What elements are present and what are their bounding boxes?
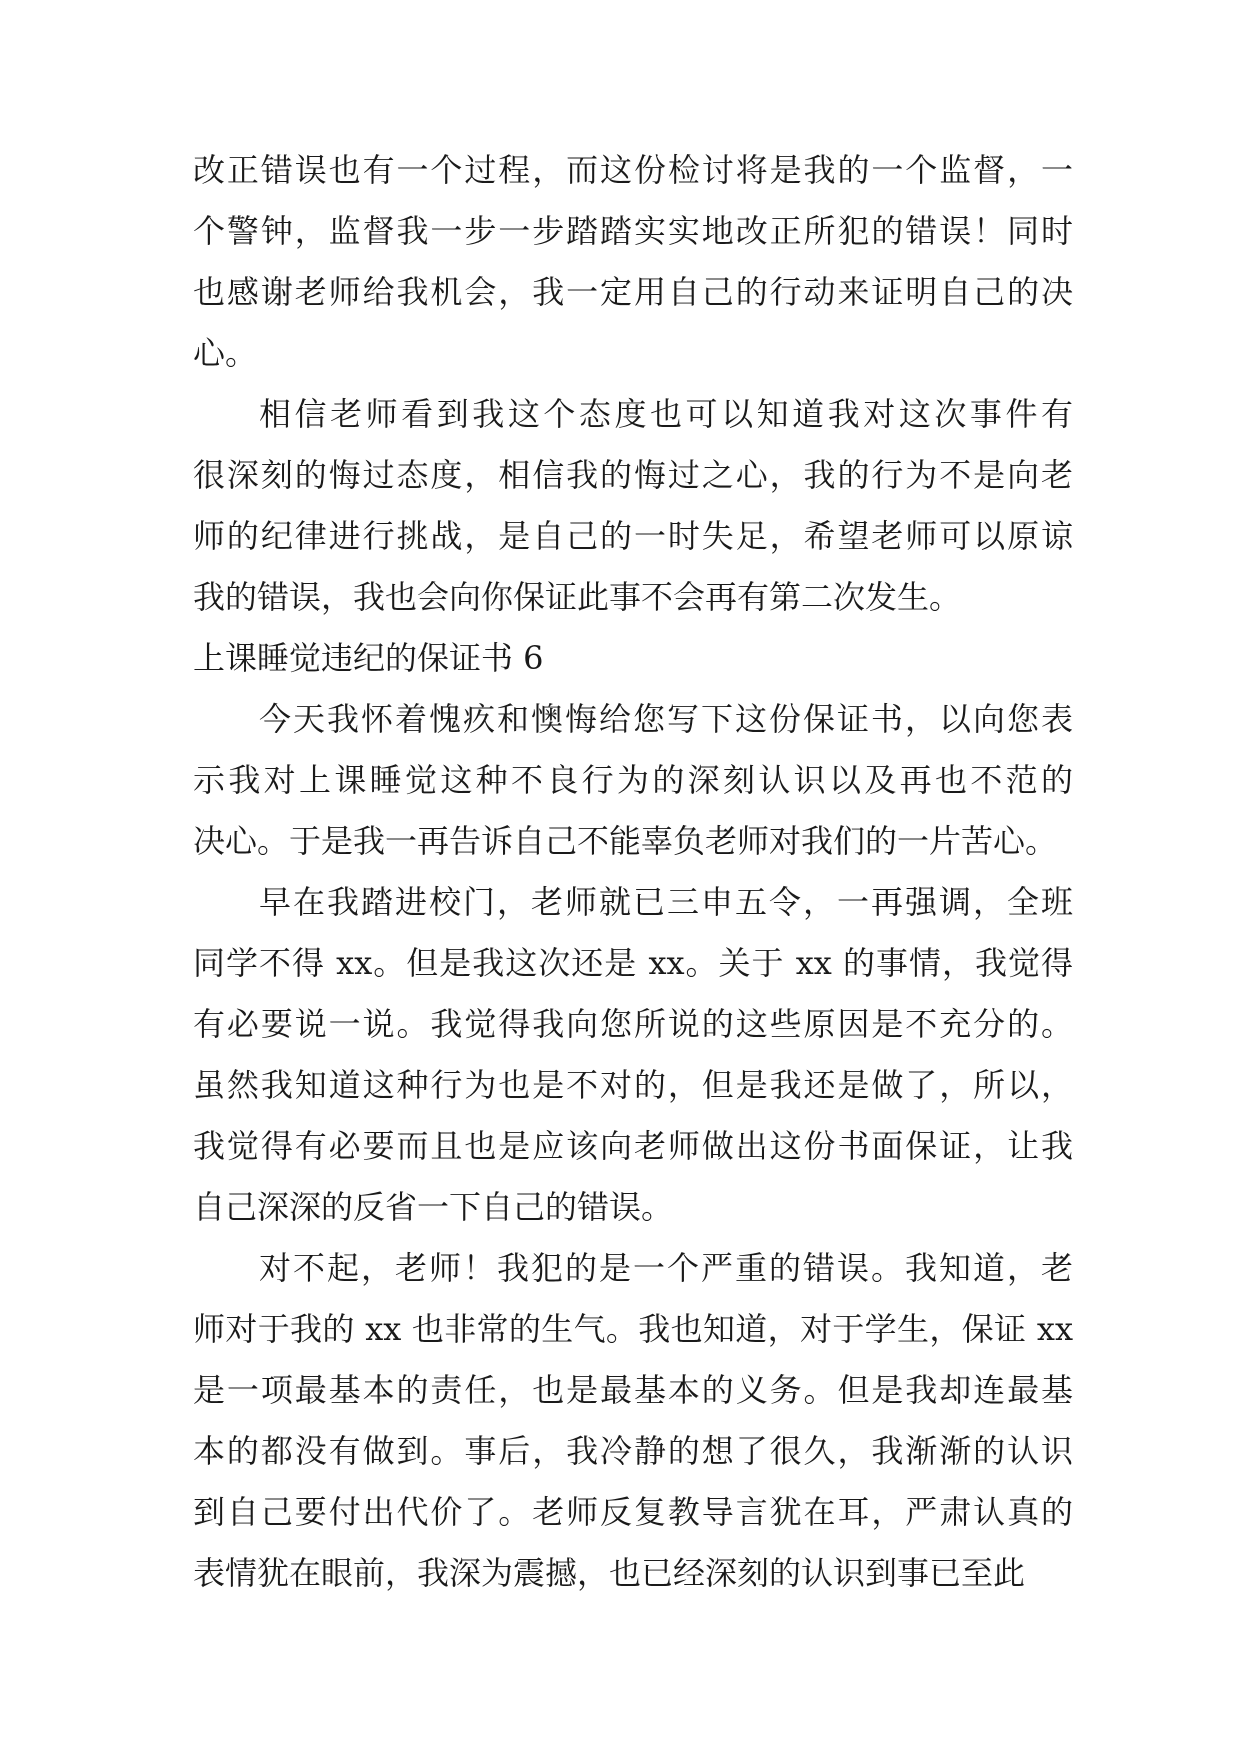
text-line: 改正错误也有一个过程，而这份检讨将是我的一个监督，一 — [193, 151, 1073, 189]
text-line: 是一项最基本的责任，也是最基本的义务。但是我却连最基 — [193, 1371, 1073, 1409]
text-line: 有必要说一说。我觉得我向您所说的这些原因是不充分的。 — [193, 1005, 1073, 1043]
text-line: 早在我踏进校门，老师就已三申五令，一再强调，全班 — [259, 883, 1073, 921]
text-line: 决心。于是我一再告诉自己不能辜负老师对我们的一片苦心。 — [193, 822, 1058, 860]
text-line: 自己深深的反省一下自己的错误。 — [193, 1188, 674, 1226]
text-line: 师的纪律进行挑战，是自己的一时失足，希望老师可以原谅 — [193, 517, 1073, 555]
text-line: 个警钟，监督我一步一步踏踏实实地改正所犯的错误！同时 — [193, 212, 1073, 250]
text-line: 我觉得有必要而且也是应该向老师做出这份书面保证，让我 — [193, 1127, 1073, 1165]
text-line: 今天我怀着愧疚和懊悔给您写下这份保证书，以向您表 — [259, 700, 1073, 738]
paragraph — [193, 872, 1073, 1238]
text-line: 我的错误，我也会向你保证此事不会再有第二次发生。 — [193, 578, 962, 616]
text-line: 表情犹在眼前，我深为震撼，也已经深刻的认识到事已至此 — [193, 1554, 1026, 1592]
text-line: 相信老师看到我这个态度也可以知道我对这次事件有 — [259, 395, 1073, 433]
text-line: 同学不得 xx。但是我这次还是 xx。关于 xx 的事情，我觉得 — [193, 944, 1073, 982]
text-line: 本的都没有做到。事后，我冷静的想了很久，我渐渐的认识 — [193, 1432, 1073, 1470]
text-line: 很深刻的悔过态度，相信我的悔过之心，我的行为不是向老 — [193, 456, 1073, 494]
text-line: 虽然我知道这种行为也是不对的，但是我还是做了，所以， — [193, 1066, 1073, 1104]
text-line: 示我对上课睡觉这种不良行为的深刻认识以及再也不范的 — [193, 761, 1073, 799]
section-heading: 上课睡觉违纪的保证书 6 — [193, 639, 544, 677]
document-body — [193, 140, 1073, 1604]
text-line: 心。 — [193, 334, 258, 372]
paragraph — [193, 140, 1073, 384]
paragraph — [193, 1238, 1073, 1604]
text-line: 到自己要付出代价了。老师反复教导言犹在耳，严肃认真的 — [193, 1493, 1073, 1531]
text-line: 对不起，老师！我犯的是一个严重的错误。我知道，老 — [259, 1249, 1073, 1287]
paragraph — [193, 689, 1073, 872]
paragraph — [193, 384, 1073, 628]
text-line: 师对于我的 xx 也非常的生气。我也知道，对于学生，保证 xx — [193, 1310, 1073, 1348]
text-line: 也感谢老师给我机会，我一定用自己的行动来证明自己的决 — [193, 273, 1073, 311]
